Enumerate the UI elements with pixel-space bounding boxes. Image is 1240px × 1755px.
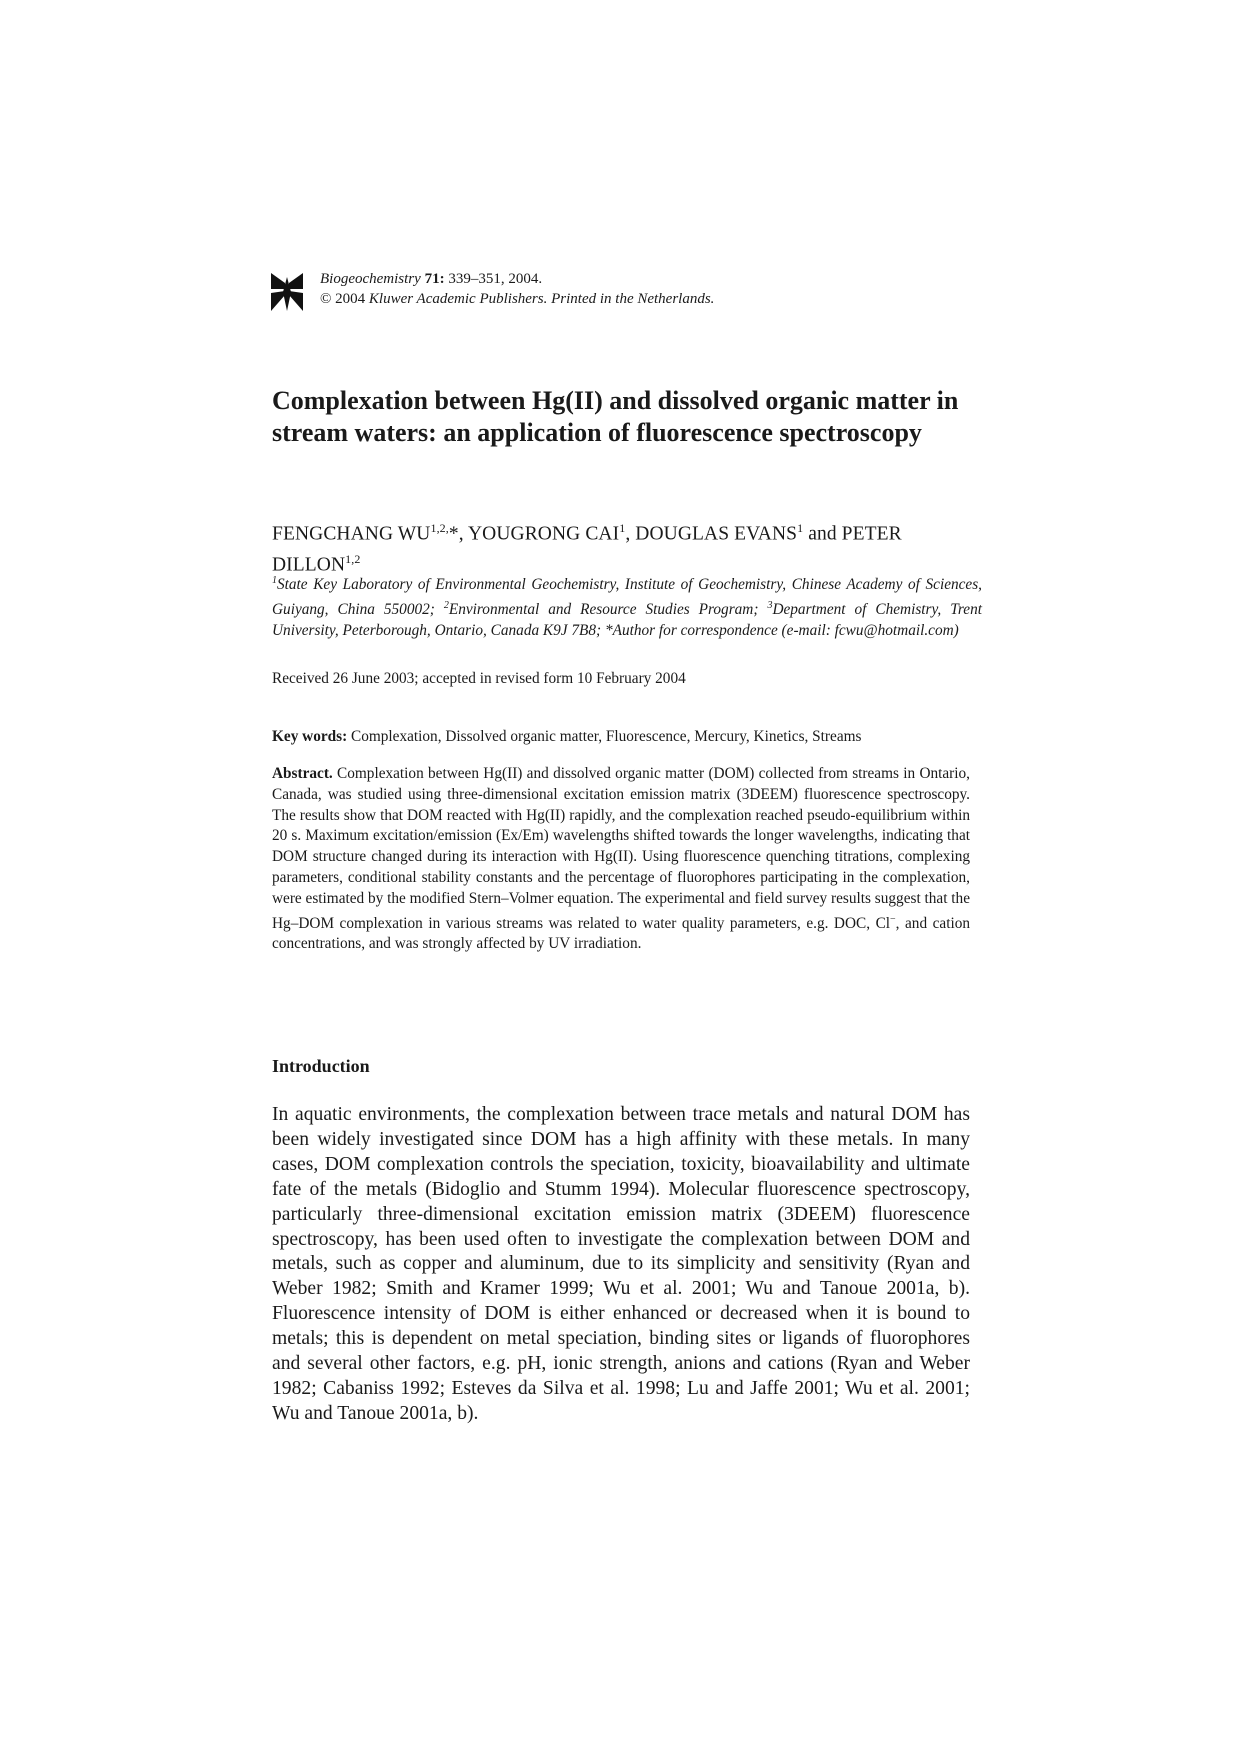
keywords-label: Key words: — [272, 728, 348, 745]
journal-name: Biogeochemistry — [320, 271, 421, 287]
kluwer-logo-icon — [269, 271, 305, 313]
author-separator: , — [625, 523, 636, 545]
author-name: YOUGRONG CAI — [467, 523, 620, 545]
author-name: PETER DILLON — [272, 523, 902, 575]
author-separator: , — [458, 523, 468, 545]
abstract-text-end: , and cation concentrations, and was strongly affected by UV irradiation. — [272, 914, 970, 953]
journal-citation — [320, 269, 714, 289]
author-name: DOUGLAS EVANS — [635, 523, 798, 545]
author-name: FENGCHANG WU — [272, 523, 431, 545]
affiliation-mark: 2 — [443, 600, 449, 612]
copyright-year: 2004 — [331, 291, 369, 307]
affiliation-text: State Key Laboratory of Environmental Geochemistry, Institute of Geochemistry, Chinese Academy of Sciences, Guiyang, China 550002; — [272, 576, 982, 619]
affiliation-mark: 3 — [767, 600, 773, 612]
copyright-line — [320, 289, 714, 309]
introduction-paragraph: In aquatic environments, the complexation between trace metals and natural DOM has been widely investigated since DOM has a high affinity with these metals. In many cases, DOM complexation controls the speciation, toxicity, bioavailability and ultimate fate of the metals (Bidoglio and Stumm 1994). Molecular fluorescence spectroscopy, particularly three-dimensional excitation emission matrix (3DEEM) fluorescence spectroscopy, has been used often to investigate the complexation between DOM and metals, such as copper and aluminum, due to its simplicity and sensitivity (Ryan and Weber 1982; Smith and Kramer 1999; Wu et al. 2001; Wu and Tanoue 2001a, b). Fluorescence intensity of DOM is either enhanced or decreased when it is bound to metals; this is dependent on metal speciation, binding sites or ligands of fluorophores and several other factors, e.g. pH, ionic strength, anions and cations (Ryan and Weber 1982; Cabaniss 1992; Esteves da Silva et al. 1998; Lu and Jaffe 2001; Wu et al. 2001; Wu and Tanoue 2001a, b). — [272, 1104, 970, 1424]
author-affiliation-mark: 1,2, — [430, 521, 449, 535]
author-separator: and — [803, 523, 842, 545]
author-affiliation-mark: 1,2 — [345, 551, 361, 566]
journal-pages-year: 339–351, 2004. — [444, 271, 543, 287]
abstract-label: Abstract. — [272, 765, 333, 782]
copyright-symbol: © — [320, 291, 332, 307]
abstract-text: Complexation between Hg(II) and dissolved organic matter (DOM) collected from streams in Ontario, Canada, was studied using three-dimensional excitation emission matrix (3DEEM) fluorescence spectroscopy. The results show that DOM reacted with Hg(II) rapidly, and the complexation reached pseudo-equilibrium within 20 s. Maximum excitation/emission (Ex/Em) wavelengths shifted towards the longer wavelengths, indicating that DOM structure changed during its interaction with Hg(II). Using fluorescence quenching titrations, complexing parameters, conditional stability constants and the percentage of fluorophores participating in the complexation, were estimated by the modified Stern–Volmer equation. The experimental and field survey results suggest that the Hg–DOM complexation in various streams was related to water quality parameters, e.g. DOC, Cl — [272, 765, 970, 932]
author-affiliation-mark: 1 — [797, 521, 804, 535]
publisher-line: Kluwer Academic Publishers. Printed in the Netherlands. — [368, 291, 715, 307]
keywords — [272, 726, 992, 747]
abstract-superscript: − — [890, 913, 896, 925]
corresponding-author-mark: * — [448, 523, 459, 545]
keywords-text: Complexation, Dissolved organic matter, Fluorescence, Mercury, Kinetics, Streams — [347, 728, 862, 745]
received-dates: Received 26 June 2003; accepted in revised form 10 February 2004 — [272, 670, 686, 687]
section-heading-introduction: Introduction — [272, 1056, 370, 1076]
affiliations — [272, 570, 982, 641]
affiliation-mark: 1 — [272, 575, 277, 586]
author-affiliation-mark: 1 — [619, 521, 626, 535]
affiliation-text: Department of Chemistry, Trent University, Peterborough, Ontario, Canada K9J 7B8; *Author for correspondence (e-mail: fcwu@hotmail.com) — [272, 601, 982, 640]
journal-volume: 71: — [424, 271, 445, 287]
abstract — [272, 764, 970, 955]
article-title: Complexation between Hg(II) and dissolved organic matter in stream waters: an application of fluorescence spectroscopy — [272, 386, 959, 447]
affiliation-text: Environmental and Resource Studies Program; — [448, 601, 768, 619]
author-list — [272, 516, 982, 577]
